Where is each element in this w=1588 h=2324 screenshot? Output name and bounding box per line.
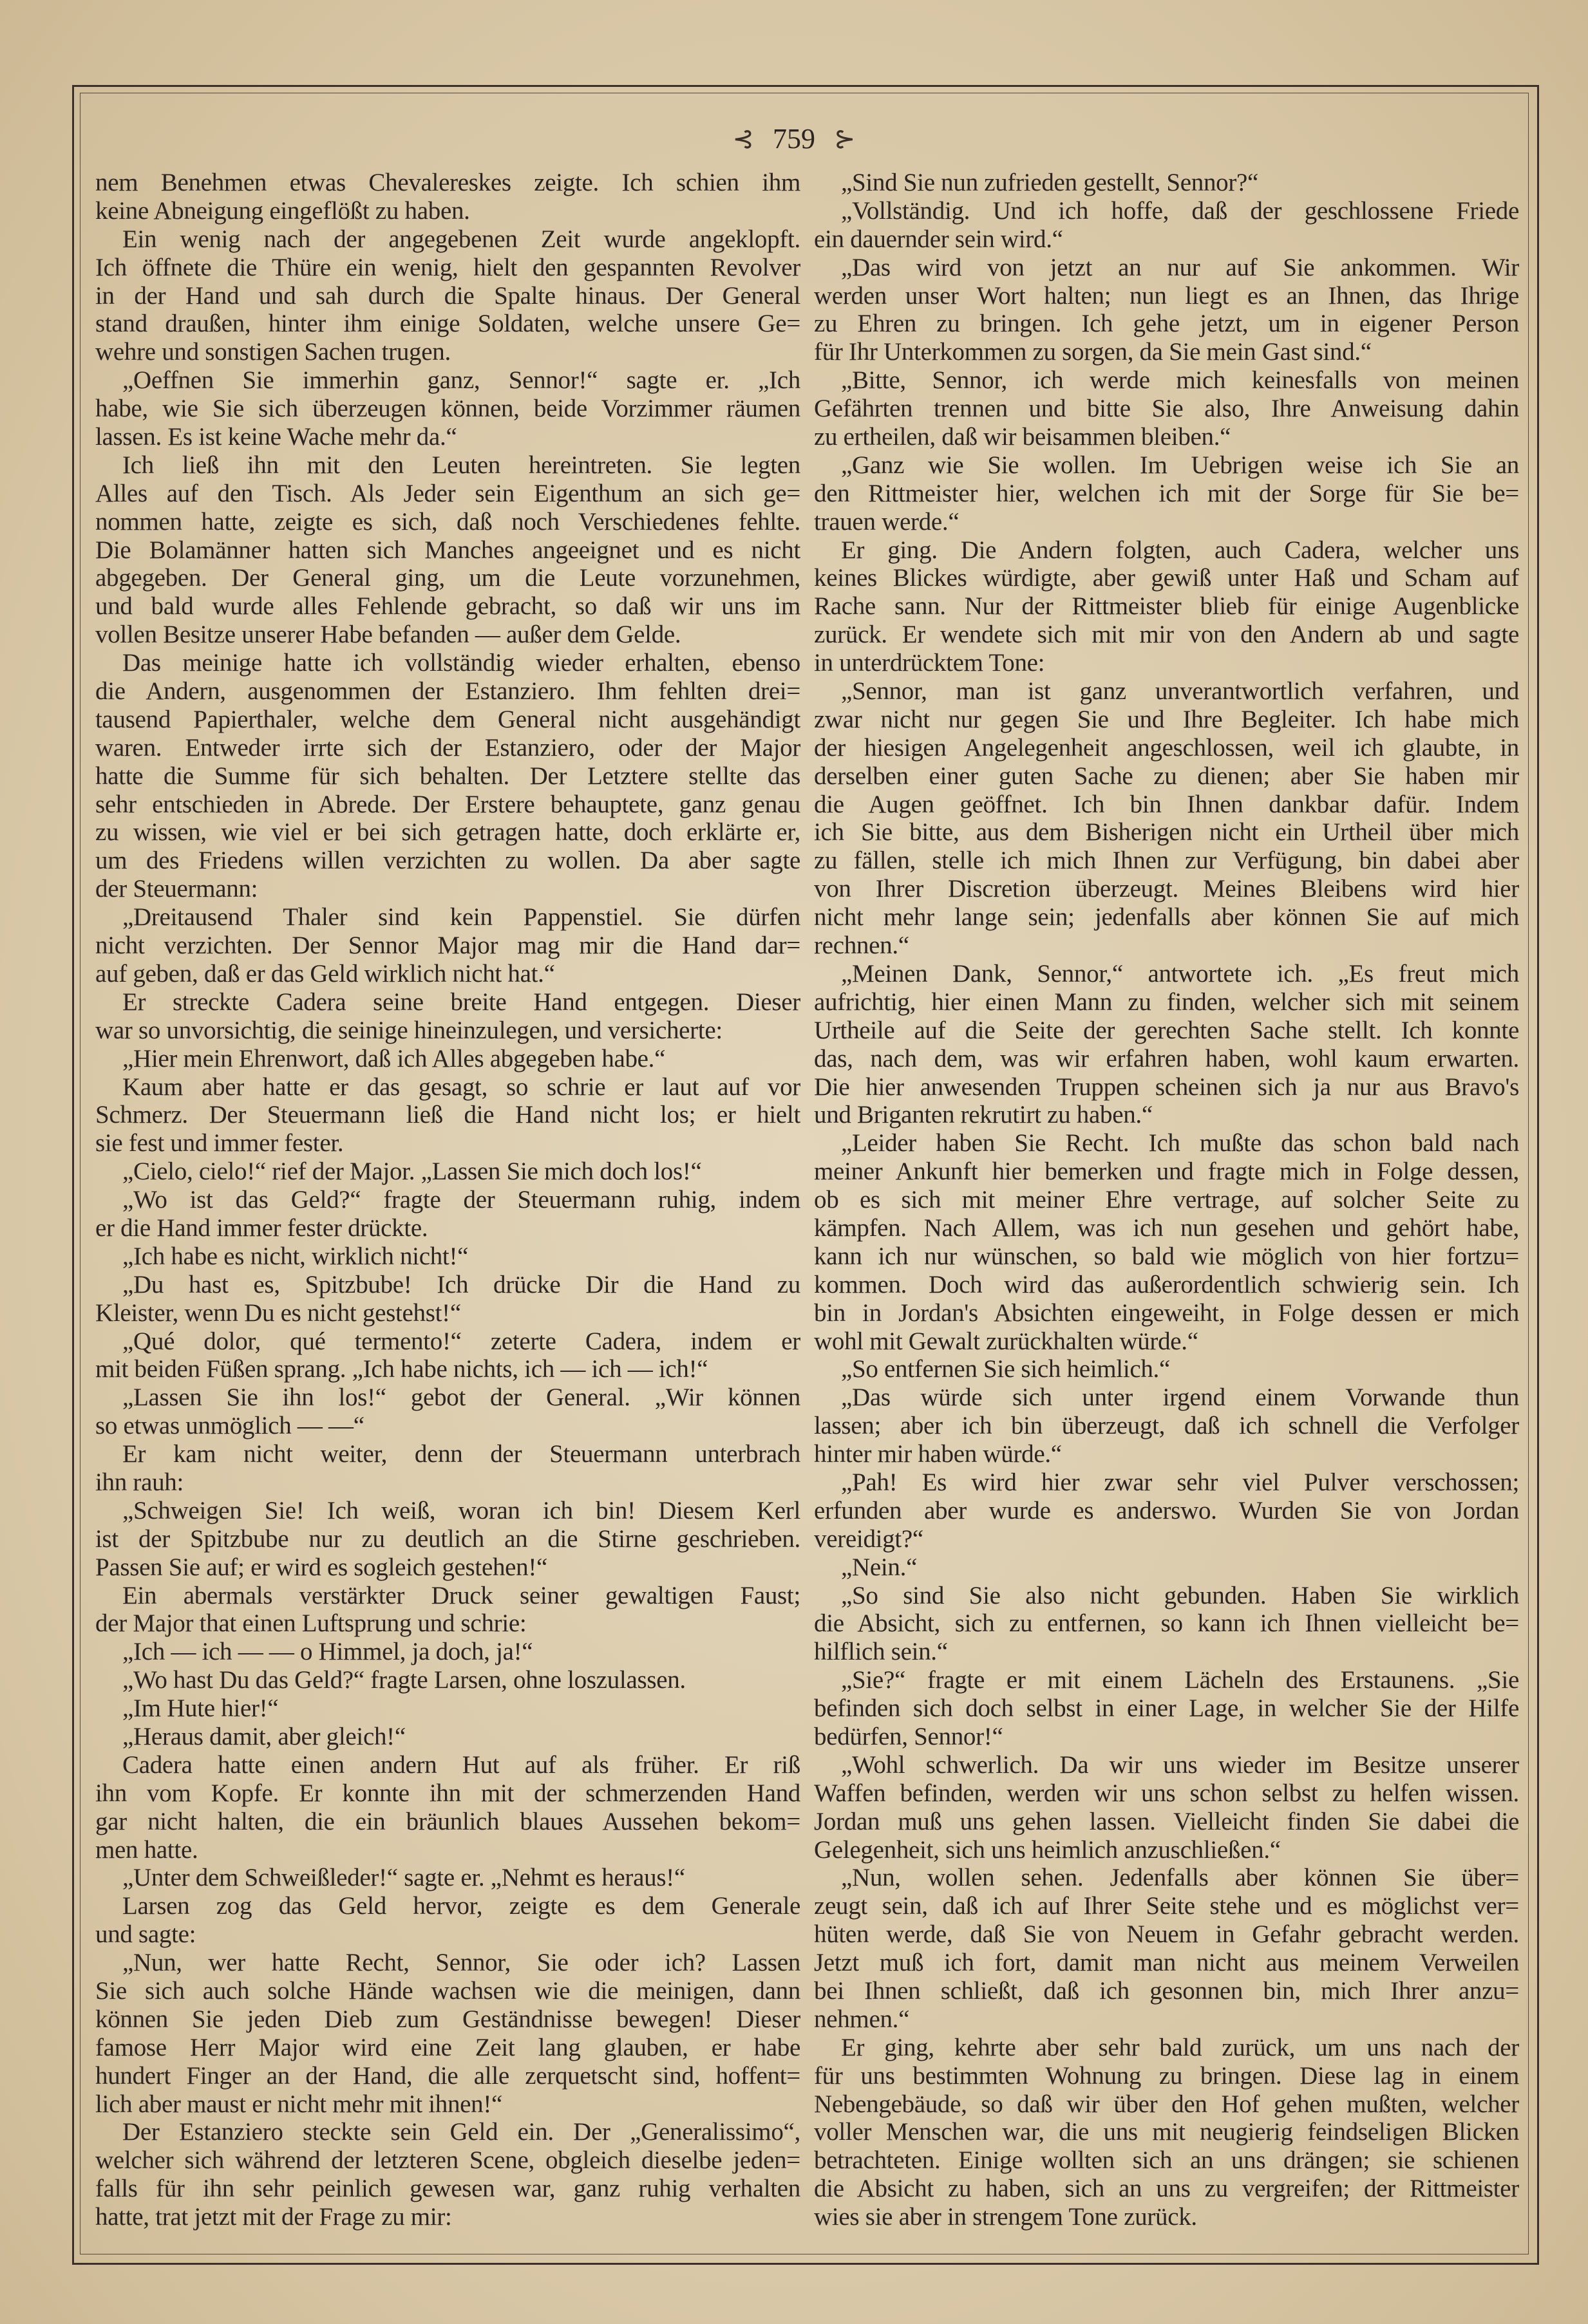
text-line: trauen werde.“ — [814, 507, 959, 536]
paragraph — [95, 1892, 800, 1949]
text-line: ist der Spitzbube nur zu deutlich an die Stirne geschrieben. — [95, 1524, 800, 1553]
text-line: hilflich sein.“ — [814, 1638, 948, 1666]
text-line: „Heraus damit, aber gleich!“ — [122, 1722, 406, 1750]
paragraph — [95, 1186, 800, 1242]
text-line: stand draußen, hinter ihm einige Soldaten, welche unsere Ge= — [95, 310, 800, 338]
text-line: auf geben, daß er das Geld wirklich nicht hat.“ — [95, 959, 555, 988]
paragraph — [814, 677, 1519, 960]
text-line: bin in Jordan's Absichten eingeweiht, in Folge dessen er mich — [814, 1298, 1519, 1327]
text-line: und sagte: — [95, 1920, 196, 1949]
paragraph — [95, 1949, 800, 2118]
text-line: Das meinige hatte ich vollständig wieder erhalten, ebenso — [122, 649, 800, 677]
paragraph — [814, 197, 1519, 254]
paragraph — [814, 1383, 1519, 1468]
text-line: Waffen befinden, werden wir uns schon selbst zu helfen wissen. — [814, 1779, 1519, 1807]
text-line: zurück. Er wendete sich mit mir von den Andern ab und sagte — [814, 621, 1519, 649]
text-line: hüten werde, daß Sie von Neuem in Gefahr gebracht werden. — [814, 1920, 1519, 1949]
text-line: Passen Sie auf; er wird es sogleich gestehen!“ — [95, 1553, 548, 1581]
paragraph — [814, 1355, 1519, 1383]
text-line: in der Hand und sah durch die Spalte hinaus. Der General — [95, 281, 800, 310]
paragraph — [95, 1271, 800, 1327]
text-line: Ein abermals verstärkter Druck seiner gewaltigen Faust; — [122, 1581, 800, 1609]
text-line: derselben einer guten Sache zu dienen; aber Sie haben mir — [814, 762, 1519, 790]
text-line: Jordan muß uns gehen lassen. Vielleicht finden Sie dabei die — [814, 1807, 1519, 1835]
text-line: zu wissen, wie viel er bei sich getragen hatte, doch erklärte er, — [95, 818, 800, 847]
paragraph — [95, 2118, 800, 2231]
text-line: wehre und sonstigen Sachen trugen. — [95, 338, 451, 366]
paragraph — [814, 254, 1519, 367]
paragraph — [95, 1751, 800, 1864]
text-line: Alles auf den Tisch. Als Jeder sein Eigenthum an sich ge= — [95, 479, 800, 507]
text-line: „Bitte, Sennor, ich werde mich keinesfalls von meinen — [841, 366, 1519, 395]
text-line: sie fest und immer fester. — [95, 1129, 344, 1157]
text-line: „Pah! Es wird hier zwar sehr viel Pulver verschossen; — [841, 1468, 1519, 1496]
text-line: das, nach dem, was wir erfahren haben, wohl kaum erwarten. — [814, 1044, 1519, 1073]
text-line: ein dauernder sein wird.“ — [814, 225, 1063, 253]
paragraph — [95, 169, 800, 225]
text-line: kommen. Doch wird das außerordentlich schwierig sein. Ich — [814, 1270, 1519, 1298]
text-line: lassen. Es ist keine Wache mehr da.“ — [95, 423, 457, 451]
paragraph — [95, 1157, 800, 1186]
text-line: „Nein.“ — [841, 1553, 918, 1581]
text-line: falls für ihn sehr peinlich gewesen war, ganz ruhig verhalten — [95, 2175, 800, 2203]
text-line: rechnen.“ — [814, 932, 909, 960]
text-line: Er ging. Die Andern folgten, auch Cadera, welcher uns — [841, 536, 1519, 564]
text-line: „Wo hast Du das Geld?“ fragte Larsen, ohne loszulassen. — [122, 1666, 686, 1694]
text-line: ob es sich mit meiner Ehre vertrage, auf solcher Seite zu — [814, 1186, 1519, 1214]
paragraph — [814, 1129, 1519, 1355]
text-line: kämpfen. Nach Allem, was ich nun gesehen und gehört habe, — [814, 1214, 1519, 1242]
text-line: „So entfernen Sie sich heimlich.“ — [841, 1355, 1171, 1383]
text-line: zeugt sein, daß ich auf Ihrer Seite stehe und es möglichst ver= — [814, 1892, 1519, 1920]
text-line: „So sind Sie also nicht gebunden. Haben Sie wirklich — [841, 1581, 1519, 1609]
text-line: nommen hatte, zeigte es sich, daß noch Verschiedenes fehlte. — [95, 507, 800, 536]
text-line: „Hier mein Ehrenwort, daß ich Alles abgegeben habe.“ — [122, 1044, 666, 1073]
text-line: „Dreitausend Thaler sind kein Pappenstiel. Sie dürfen — [122, 903, 800, 932]
paragraph — [95, 1045, 800, 1073]
text-line: Die hier anwesenden Truppen scheinen sich ja nur aus Bravo's — [814, 1073, 1519, 1101]
paragraph — [95, 1073, 800, 1158]
paragraph — [95, 1666, 800, 1694]
text-line: der Steuermann: — [95, 875, 258, 903]
text-line: lich aber maust er nicht mehr mit ihnen!“ — [95, 2090, 503, 2118]
text-line: hatte die Summe für sich behalten. Der Letztere stellte das — [95, 762, 800, 790]
text-line: nem Benehmen etwas Chevalereskes zeigte. Ich schien ihm — [95, 169, 800, 196]
text-line: „Schweigen Sie! Ich weiß, woran ich bin! Diesem Kerl — [122, 1496, 800, 1524]
text-line: der hiesigen Angelegenheit angeschlossen, weil ich glaubte, in — [814, 733, 1519, 762]
paragraph — [814, 1582, 1519, 1667]
text-line: für uns bestimmten Wohnung zu bringen. Diese lag in einem — [814, 2061, 1519, 2090]
text-line: Ein wenig nach der angegebenen Zeit wurde angeklopft. — [122, 225, 800, 253]
paragraph — [95, 1723, 800, 1751]
text-line: „Sennor, man ist ganz unverantwortlich verfahren, und — [841, 677, 1519, 706]
text-line: kann ich nur wünschen, so bald wie möglich von hier fortzu= — [814, 1242, 1519, 1270]
text-line: Ich ließ ihn mit den Leuten hereintreten. Sie legten — [122, 451, 800, 479]
text-line: Nebengebäude, so daß wir über den Hof gehen mußten, welcher — [814, 2090, 1519, 2118]
text-line: „Wo ist das Geld?“ fragte der Steuermann ruhig, indem — [122, 1186, 800, 1214]
text-line: „Leider haben Sie Recht. Ich mußte das schon bald nach — [841, 1129, 1519, 1157]
text-line: ich Sie bitte, aus dem Bisherigen nicht ein Urtheil über mich — [814, 818, 1519, 847]
text-line: „Im Hute hier!“ — [122, 1694, 279, 1723]
text-line: „Sie?“ fragte er mit einem Lächeln des Erstaunens. „Sie — [841, 1666, 1519, 1694]
paragraph — [814, 1666, 1519, 1751]
text-line: wies sie aber in strengem Tone zurück. — [814, 2203, 1197, 2231]
text-line: Er streckte Cadera seine breite Hand entgegen. Dieser — [122, 988, 800, 1016]
text-line: „Lassen Sie ihn los!“ gebot der General. „Wir können — [122, 1383, 800, 1412]
text-line: nicht mehr lange sein; jedenfalls aber können Sie auf mich — [814, 903, 1519, 932]
paragraph — [814, 2034, 1519, 2231]
paragraph — [814, 451, 1519, 536]
paragraph — [95, 451, 800, 649]
text-line: bedürfen, Sennor!“ — [814, 1722, 1003, 1750]
text-line: können Sie jeden Dieb zum Geständnisse bewegen! Dieser — [95, 2005, 800, 2033]
text-line: „Oeffnen Sie immerhin ganz, Sennor!“ sagte er. „Ich — [122, 366, 800, 395]
text-line: hinter mir haben würde.“ — [814, 1440, 1062, 1468]
text-line: nicht verzichten. Der Sennor Major mag mir die Hand dar= — [95, 932, 800, 960]
text-line: hatte, trat jetzt mit der Frage zu mir: — [95, 2203, 452, 2231]
text-line: werden unser Wort halten; nun liegt es an Ihnen, das Ihrige — [814, 281, 1519, 310]
paragraph — [95, 1383, 800, 1440]
text-line: mit beiden Füßen sprang. „Ich habe nichts, ich — ich — ich!“ — [95, 1355, 708, 1383]
paragraph — [95, 988, 800, 1045]
paragraph — [814, 169, 1519, 197]
text-line: die Absicht zu haben, sich an uns zu vergreifen; der Rittmeister — [814, 2175, 1519, 2203]
page-header — [0, 120, 1588, 155]
paragraph — [95, 1582, 800, 1638]
paragraph — [95, 1327, 800, 1384]
left-ornament-icon: ⊰ — [732, 124, 754, 154]
paragraph — [814, 1751, 1519, 1864]
text-line: voller Menschen war, die uns mit neugierig feindseligen Blicken — [814, 2118, 1519, 2146]
text-line: Er ging, kehrte aber sehr bald zurück, um uns nach der — [841, 2033, 1519, 2061]
text-line: „Wohl schwerlich. Da wir uns wieder im Besitze unserer — [841, 1750, 1519, 1779]
text-line: und bald wurde alles Fehlende gebracht, so daß wir uns im — [95, 592, 800, 621]
text-line: keines Blickes würdigte, aber gewiß unter Haß und Scham auf — [814, 564, 1519, 592]
text-line: gar nicht halten, die ein bräunlich blaues Aussehen bekom= — [95, 1807, 800, 1835]
text-line: erfunden aber wurde es anderswo. Wurden Sie von Jordan — [814, 1496, 1519, 1524]
text-line: für Ihr Unterkommen zu sorgen, da Sie mein Gast sind.“ — [814, 338, 1372, 366]
page-number: 759 — [773, 123, 815, 155]
text-line: „Sind Sie nun zufrieden gestellt, Sennor?“ — [841, 169, 1259, 196]
text-line: wohl mit Gewalt zurückhalten würde.“ — [814, 1327, 1198, 1355]
text-line: Er kam nicht weiter, denn der Steuermann unterbrach — [122, 1440, 800, 1468]
text-line: aufrichtig, hier einen Mann zu finden, welcher sich mit seinem — [814, 988, 1519, 1016]
text-line: Schmerz. Der Steuermann ließ die Hand nicht los; er hielt — [95, 1101, 800, 1129]
text-line: Rache sann. Nur der Rittmeister blieb für einige Augenblicke — [814, 592, 1519, 621]
text-line: hundert Finger an der Hand, die alle zerquetscht sind, hoffent= — [95, 2061, 800, 2090]
text-line: um des Friedens willen verzichten zu wollen. Da aber sagte — [95, 847, 800, 875]
text-line: Der Estanziero steckte sein Geld ein. Der „Generalissimo“, — [122, 2118, 800, 2146]
paragraph — [95, 225, 800, 366]
text-line: sehr entschieden in Abrede. Der Erstere behauptete, ganz genau — [95, 790, 800, 818]
paragraph — [814, 1468, 1519, 1553]
text-line: die Augen geöffnet. Ich bin Ihnen dankbar dafür. Indem — [814, 790, 1519, 818]
text-line: Kleister, wenn Du es nicht gestehst!“ — [95, 1298, 461, 1327]
text-line: nehmen.“ — [814, 2005, 910, 2033]
text-line: welcher sich während der letzteren Scene, obgleich dieselbe jeden= — [95, 2146, 800, 2175]
text-line: Urtheile auf die Seite der gerechten Sache stellt. Ich konnte — [814, 1016, 1519, 1044]
text-line: Cadera hatte einen andern Hut auf als früher. Er riß — [122, 1750, 800, 1779]
paragraph — [95, 1242, 800, 1271]
text-line: habe, wie Sie sich überzeugen können, beide Vorzimmer räumen — [95, 395, 800, 423]
paragraph — [95, 1864, 800, 1892]
text-line: „Unter dem Schweißleder!“ sagte er. „Nehmt es heraus!“ — [122, 1864, 685, 1892]
text-line: so etwas unmöglich — —“ — [95, 1412, 364, 1440]
text-line: Gefährten trennen und bitte Sie also, Ihre Anweisung dahin — [814, 395, 1519, 423]
text-line: men hatte. — [95, 1835, 198, 1864]
text-line: zu fällen, stelle ich mich Ihnen zur Verfügung, bin dabei aber — [814, 847, 1519, 875]
text-line: „Ganz wie Sie wollen. Im Uebrigen weise ich Sie an — [841, 451, 1519, 479]
text-line: „Meinen Dank, Sennor,“ antwortete ich. „Es freut mich — [841, 959, 1519, 988]
paragraph — [95, 649, 800, 903]
text-line: famose Herr Major wird eine Zeit lang glauben, er habe — [95, 2033, 800, 2061]
text-line: meiner Ankunft hier bemerken und fragte mich in Folge dessen, — [814, 1157, 1519, 1186]
left-column — [95, 169, 800, 2231]
text-line: „Qué dolor, qué termento!“ zeterte Cadera, indem er — [122, 1327, 800, 1355]
text-line: „Ich habe es nicht, wirklich nicht!“ — [122, 1242, 469, 1270]
text-line: Die Bolamänner hatten sich Manches angeeignet und es nicht — [95, 536, 800, 564]
text-line: keine Abneigung eingeflößt zu haben. — [95, 196, 470, 225]
text-line: den Rittmeister hier, welchen ich mit der Sorge für Sie be= — [814, 479, 1519, 507]
paragraph — [95, 1638, 800, 1666]
text-line: zu Ehren zu bringen. Ich gehe jetzt, um in eigener Person — [814, 310, 1519, 338]
paragraph — [95, 903, 800, 988]
text-line: der Major that einen Luftsprung und schrie: — [95, 1609, 527, 1638]
paragraph — [814, 960, 1519, 1129]
text-line: die Andern, ausgenommen der Estanziero. Ihm fehlten drei= — [95, 677, 800, 706]
text-line: „Vollständig. Und ich hoffe, daß der geschlossene Friede — [841, 196, 1519, 225]
paragraph — [814, 1553, 1519, 1582]
text-line: „Cielo, cielo!“ rief der Major. „Lassen Sie mich doch los!“ — [122, 1157, 702, 1186]
paragraph — [95, 366, 800, 451]
text-line: und Briganten rekrutirt zu haben.“ — [814, 1101, 1153, 1129]
paragraph — [814, 366, 1519, 451]
text-line: „Das wird von jetzt an nur auf Sie ankommen. Wir — [841, 253, 1519, 281]
text-line: tausend Papierthaler, welche dem General nicht ausgehändigt — [95, 705, 800, 733]
paragraph — [95, 1497, 800, 1582]
text-line: ihn vom Kopfe. Er konnte ihn mit der schmerzenden Hand — [95, 1779, 800, 1807]
text-line: lassen; aber ich bin überzeugt, daß ich schnell die Verfolger — [814, 1412, 1519, 1440]
text-line: vollen Besitze unserer Habe befanden — außer dem Gelde. — [95, 621, 681, 649]
text-line: „Nun, wer hatte Recht, Sennor, Sie oder ich? Lassen — [122, 1949, 800, 1977]
text-line: zwar nicht nur gegen Sie und Ihre Begleiter. Ich habe mich — [814, 705, 1519, 733]
text-line: befinden sich doch selbst in einer Lage, in welcher Sie der Hilfe — [814, 1694, 1519, 1723]
text-line: zu ertheilen, daß wir beisammen bleiben.“ — [814, 423, 1231, 451]
text-line: Gelegenheit, sich uns heimlich anzuschließen.“ — [814, 1835, 1281, 1864]
paragraph — [814, 536, 1519, 677]
paragraph — [814, 1864, 1519, 2033]
text-line: Ich öffnete die Thüre ein wenig, hielt den gespannten Revolver — [95, 253, 800, 281]
text-line: bei Ihnen schließt, daß ich gesonnen bin, mich Ihrer anzu= — [814, 1977, 1519, 2005]
paragraph — [95, 1440, 800, 1497]
text-line: Jetzt muß ich fort, damit man nicht aus meinem Verweilen — [814, 1949, 1519, 1977]
text-line: betrachteten. Einige wollten sich an uns drängen; sie schienen — [814, 2146, 1519, 2175]
text-line: die Absicht, sich zu entfernen, so kann ich Ihnen vielleicht be= — [814, 1609, 1519, 1638]
text-line: „Das würde sich unter irgend einem Vorwande thun — [841, 1383, 1519, 1412]
text-line: war so unvorsichtig, die seinige hineinzulegen, und versicherte: — [95, 1016, 723, 1044]
right-ornament-icon: ⊱ — [834, 124, 856, 154]
text-line: „Du hast es, Spitzbube! Ich drücke Dir die Hand zu — [122, 1270, 800, 1298]
right-column — [814, 169, 1519, 2231]
text-line: in unterdrücktem Tone: — [814, 649, 1045, 677]
text-line: „Ich — ich — — o Himmel, ja doch, ja!“ — [122, 1638, 533, 1666]
text-line: er die Hand immer fester drückte. — [95, 1214, 428, 1242]
text-line: „Nun, wollen sehen. Jedenfalls aber können Sie über= — [841, 1864, 1519, 1892]
text-line: abgegeben. Der General ging, um die Leute vorzunehmen, — [95, 564, 800, 592]
text-line: ihn rauh: — [95, 1468, 184, 1496]
text-line: vereidigt?“ — [814, 1524, 923, 1553]
text-line: von Ihrer Discretion überzeugt. Meines Bleibens wird hier — [814, 875, 1519, 903]
text-line: Sie sich auch solche Hände wachsen wie die meinigen, dann — [95, 1977, 800, 2005]
paragraph — [95, 1694, 800, 1723]
text-line: Larsen zog das Geld hervor, zeigte es dem Generale — [122, 1892, 800, 1920]
text-line: waren. Entweder irrte sich der Estanziero, oder der Major — [95, 733, 800, 762]
text-line: Kaum aber hatte er das gesagt, so schrie er laut auf vor — [122, 1073, 800, 1101]
